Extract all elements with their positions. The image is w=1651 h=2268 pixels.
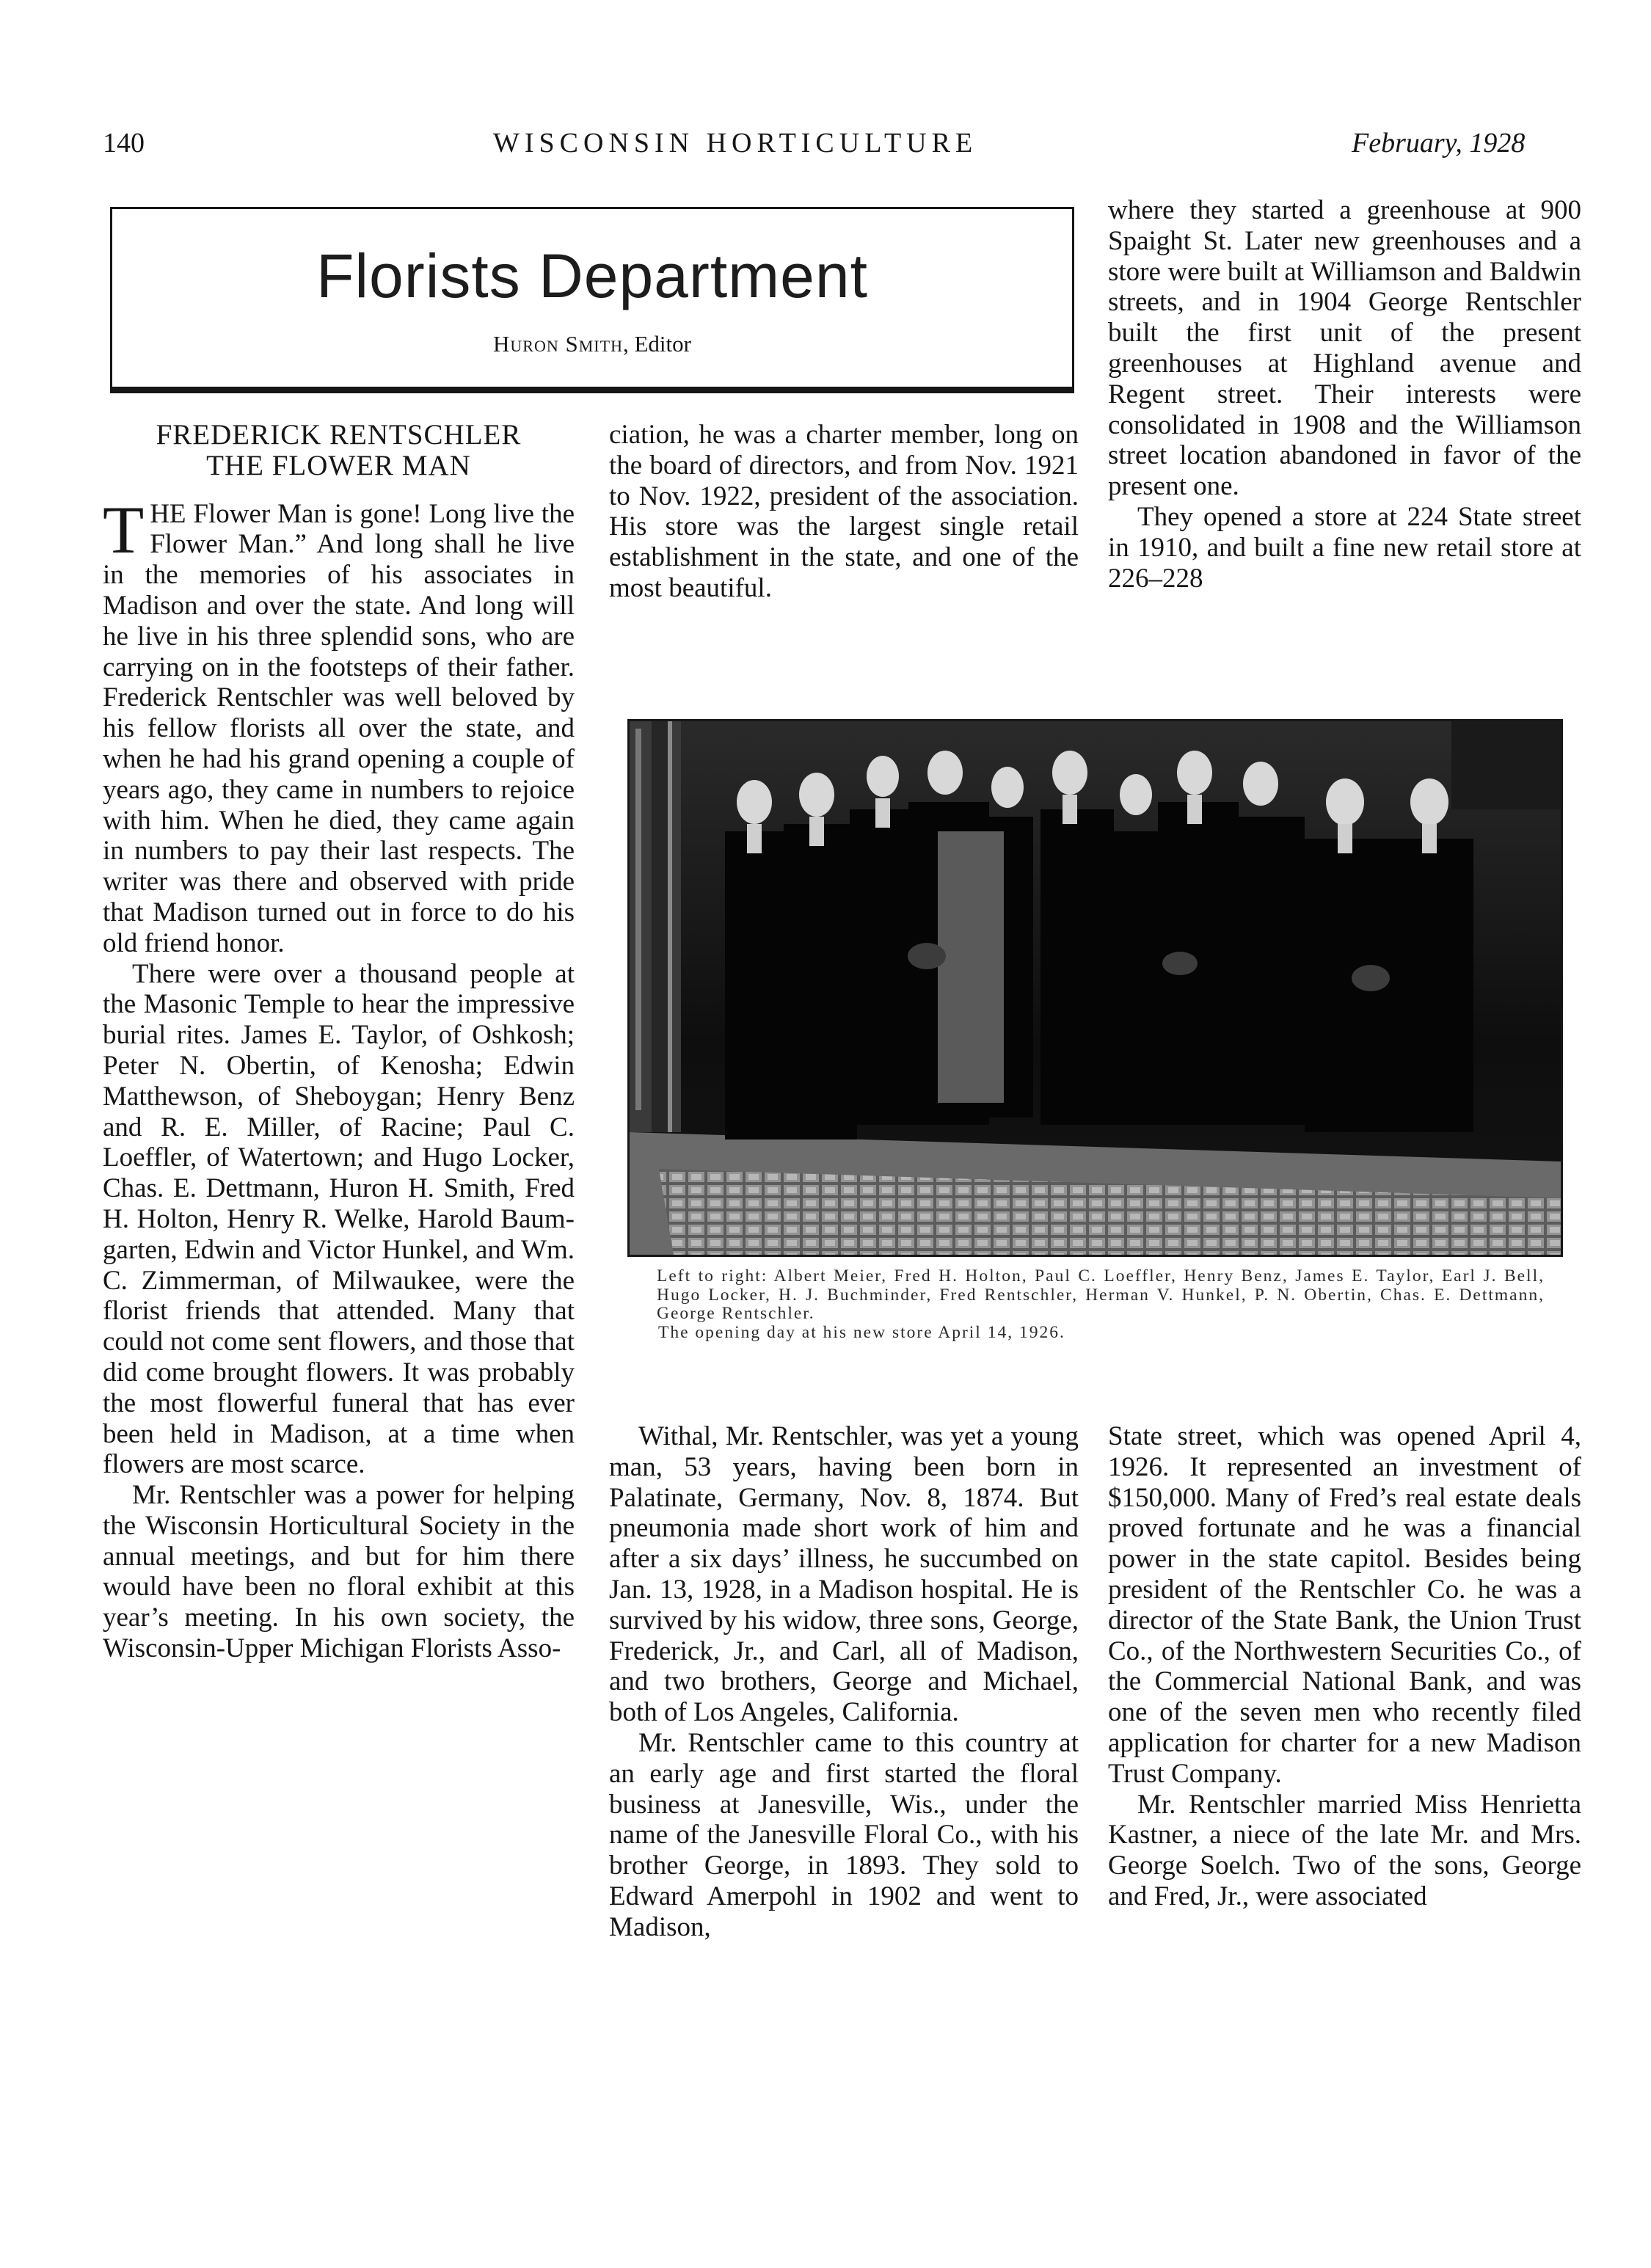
article-column-1: [103, 420, 575, 1664]
issue-date: February, 1928: [1352, 128, 1526, 158]
article-paragraph: where they started a greenhouse at 900 Spaight St. Later new greenhouses and a store were built at Williamson and Baldwin streets, and in 1904 George Rentschler built the first unit of the present greenhouses at Highland avenue and Regent street. Their interests were consolidated in 1908 and the Williamson street location abandoned in favor of the present one.: [1108, 195, 1581, 502]
article-paragraph: Withal, Mr. Rentschler, was yet a young man, 53 years, having been born in Palatinate, Germany, Nov. 8, 1874. But pneumonia made short work of him and after a six days’ illness, he succumbed on Jan. 13, 1928, in a Madison hospital. He is survived by his widow, three sons, George, Frederick, Jr., and Carl, all of Madison, and two brothers, George and Michael, both of Los Angeles, California.: [609, 1421, 1079, 1728]
article-paragraph: [103, 492, 575, 959]
article-paragraph: There were over a thousand people at the Masonic Temple to hear the impressive burial rites. James E. Taylor, of Oshkosh; Peter N. Obertin, of Kenosha; Edwin Matthewson, of Sheboygan; Henry Benz and R. E. Miller, of Racine; Paul C. Loeffler, of Watertown; and Hugo Locker, Chas. E. Dettmann, Huron H. Smith, Fred H. Holton, Henry R. Welke, Harold Baumgarten, Edwin and Victor Hunkel, and Wm. C. Zimmerman, of Milwaukee, were the florist friends that attended. Many that could not come sent flowers, and those that did come brought flowers. It was probably the most flowerful funeral that has ever been held in Madison, at a time when flowers are most scarce.: [103, 958, 575, 1480]
drop-cap: T: [103, 492, 145, 567]
article-column-4: [609, 1421, 1079, 1943]
article-paragraph: Mr. Rentschler married Miss Henrietta Kastner, a niece of the late Mr. and Mrs. George Soelch. Two of the sons, George and Fred, Jr., were associated: [1108, 1789, 1581, 1911]
editor-role: , Editor: [622, 331, 691, 357]
journal-title: WISCONSIN HORTICULTURE: [493, 128, 978, 158]
department-editor: [110, 332, 1074, 357]
headline-line-2: THE FLOWER MAN: [206, 449, 471, 481]
article-headline: [103, 420, 575, 481]
article-column-5: [1108, 1421, 1581, 1912]
caption-occasion: The opening day at his new store April 14, 1926.: [658, 1322, 1065, 1342]
editor-name: Huron Smith: [493, 331, 623, 357]
paragraph-text: HE Flower Man is gone! Long live the Flower Man.” And long shall he live in the memories of his associates in Madison and over the state. And long will he live in his three splendid sons, who are carrying on in the footsteps of their father. Frederick Rentschler was well beloved by his fellow florists all over the state, and when he had his grand opening a couple of years ago, they came in numbers to rejoice with him. When he died, they came again in numbers to pay their last respects. The writer was there and observed with pride that Madison turned out in force to do his old friend honor.: [103, 498, 575, 958]
article-column-2: [609, 420, 1079, 604]
group-photograph: [627, 719, 1563, 1257]
article-paragraph: They opened a store at 224 State street in 1910, and built a fine new retail store at 226–228: [1108, 501, 1581, 594]
caption-names: Left to right: Albert Meier, Fred H. Holton, Paul C. Loeffler, Henry Benz, James E. Taylor, Earl J. Bell, Hugo Locker, H. J. Buchminder, Fred Rentschler, Herman V. Hunkel, P. N. Obertin, Chas. E. Dettmann, George Rentschler.: [657, 1266, 1545, 1323]
photo-illustration: [630, 721, 1561, 1255]
page-number: 140: [103, 128, 145, 158]
headline-line-1: FREDERICK RENTSCHLER: [156, 419, 522, 451]
article-paragraph: Mr. Rentschler was a power for helping the Wisconsin Horticultural Society in the annual meetings, and but for him there would have been no floral exhibit at this year’s meeting. In his own society, the Wisconsin-Upper Michigan Florists Asso-: [103, 1480, 575, 1664]
article-paragraph: ciation, he was a charter member, long on the board of directors, and from Nov. 1921 to Nov. 1922, president of the association. His store was the largest single retail establishment in the state, and one of the most beautiful.: [609, 420, 1079, 603]
article-column-3: [1108, 195, 1581, 594]
title-box-bottom-rule: [110, 388, 1074, 393]
photo-caption: [657, 1267, 1545, 1342]
department-title: Florists Department: [316, 241, 868, 310]
article-paragraph: State street, which was opened April 4, 1926. It represented an investment of $150,000. Many of Fred’s real estate deals proved fortunate and he was a financial power in the state capitol. Besides being president of the Rentschler Co. he was a director of the State Bank, the Union Trust Co., of the Northwestern Securities Co., of the Commercial National Bank, and was one of the seven men who recently filed application for charter for a new Madison Trust Company.: [1108, 1421, 1581, 1789]
article-paragraph: Mr. Rentschler came to this country at an early age and first started the floral business at Janesville, Wis., under the name of the Janesville Floral Co., with his brother George, in 1893. They sold to Edward Amerpohl in 1902 and went to Madison,: [609, 1727, 1079, 1942]
